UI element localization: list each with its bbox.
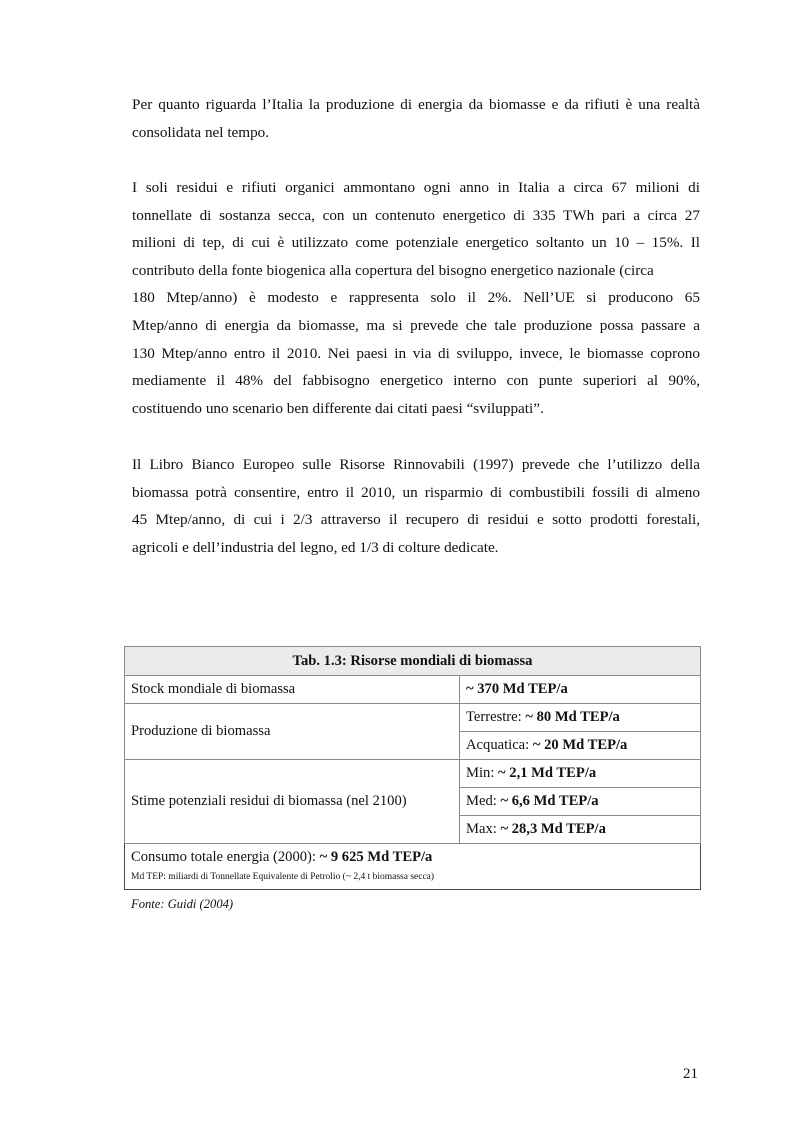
residues-max-value: ~ 28,3 Md TEP/a (500, 821, 606, 837)
table-footer (125, 844, 701, 890)
text-line: 130 Mtep/anno entro il 2010. Nei paesi in via di sviluppo, invece, le biomasse coprono (132, 344, 700, 362)
consumption-line (131, 847, 694, 867)
production-aquatic-prefix: Acquatica: (466, 737, 533, 753)
table-source: Fonte: Guidi (2004) (131, 897, 234, 911)
text-line: milioni di tep, di cui è utilizzato come potenziale energetico soltanto un 10 – 15%. Il (132, 234, 700, 252)
page-number: 21 (683, 1066, 698, 1082)
text-line: contributo della fonte biogenica alla copertura del bisogno energetico nazionale (circa (132, 261, 654, 279)
residues-med-prefix: Med: (466, 793, 501, 809)
production-aquatic-cell (460, 732, 701, 760)
text-line: 180 Mtep/anno) è modesto e rappresenta solo il 2%. Nell’UE si producono 65 (132, 289, 700, 307)
text-line: Il Libro Bianco Europeo sulle Risorse Rinnovabili (1997) prevede che l’utilizzo della (132, 456, 700, 473)
table-row (125, 844, 701, 890)
paragraph-libro-bianco (132, 451, 700, 561)
stock-label: Stock mondiale di biomassa (125, 676, 460, 704)
table-row (125, 676, 701, 704)
consumption-prefix: Consumo totale energia (2000): (131, 849, 320, 865)
text-line: 45 Mtep/anno, di cui i 2/3 attraverso il recupero di residui e sotto prodotti forestali, (132, 511, 700, 529)
text-line: mediamente il 48% del fabbisogno energetico interno con punte superiori al 90%, (132, 372, 700, 390)
residues-max-cell (460, 816, 701, 844)
text-line: Mtep/anno di energia da biomasse, ma si prevede che tale produzione possa passare a (132, 316, 700, 334)
paragraph-italia (132, 91, 700, 146)
residues-min-prefix: Min: (466, 765, 499, 781)
table-caption: Tab. 1.3: Risorse mondiali di biomassa (125, 647, 701, 676)
residues-med-value: ~ 6,6 Md TEP/a (500, 793, 599, 809)
paragraph-residui (132, 174, 700, 422)
consumption-value: ~ 9 625 Md TEP/a (319, 849, 433, 865)
residues-min-cell (460, 760, 701, 788)
production-terrestrial-prefix: Terrestre: (466, 709, 526, 725)
text-line: Per quanto riguarda l’Italia la produzione di energia da biomasse e da rifiuti è una realtà (132, 96, 700, 113)
residues-med-cell (460, 788, 701, 816)
text-line: biomassa potrà consentire, entro il 2010, un risparmio di combustibili fossili di almeno (132, 483, 700, 501)
production-label: Produzione di biomassa (125, 704, 460, 760)
text-line: tonnellate di sostanza secca, con un contenuto energetico di 335 TWh pari a circa 27 (132, 206, 700, 224)
production-terrestrial-cell (460, 704, 701, 732)
text-line: agricoli e dell’industria del legno, ed 1/3 di colture dedicate. (132, 538, 499, 556)
residues-label: Stime potenziali residui di biomassa (nel 2100) (125, 760, 460, 844)
table-row (125, 760, 701, 788)
text-line: consolidata nel tempo. (132, 123, 270, 141)
stock-value: ~ 370 Md TEP/a (466, 681, 568, 697)
text-line: I soli residui e rifiuti organici ammontano ogni anno in Italia a circa 67 milioni di (132, 179, 700, 196)
text-line: costituendo uno scenario ben differente dai citati paesi “sviluppati”. (132, 399, 544, 417)
table-row (125, 704, 701, 732)
residues-max-prefix: Max: (466, 821, 501, 837)
production-terrestrial-value: ~ 80 Md TEP/a (525, 709, 620, 725)
table-note: Md TEP: miliardi di Tonnellate Equivalente di Petrolio (~ 2,4 t biomassa secca) (131, 872, 435, 882)
stock-value-cell (460, 676, 701, 704)
production-aquatic-value: ~ 20 Md TEP/a (532, 737, 628, 753)
biomass-resources-table (124, 646, 701, 890)
residues-min-value: ~ 2,1 Md TEP/a (498, 765, 597, 781)
